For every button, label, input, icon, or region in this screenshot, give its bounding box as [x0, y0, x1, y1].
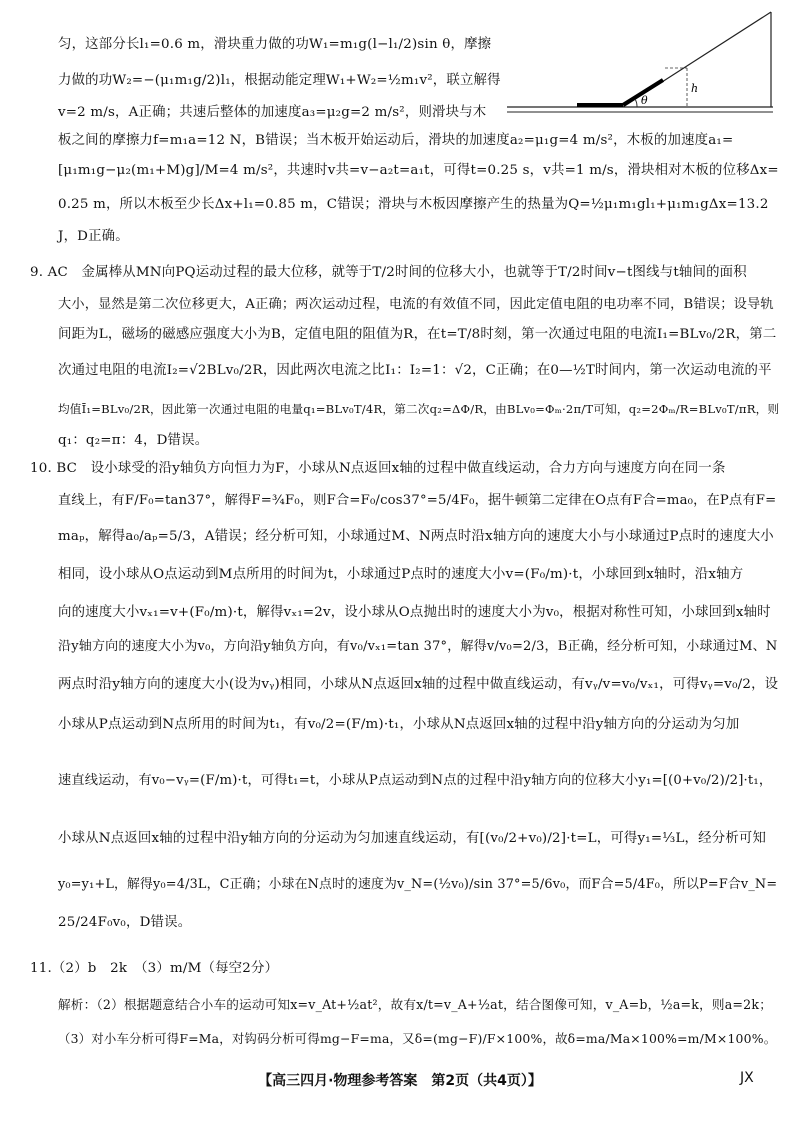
answer-9: 9. AC 金属棒从MN向PQ运动过程的最大位移，就等于T/2时间的位移大小，也就等于T/2时间v−t图线与t轴间的面积 [30, 265, 747, 280]
height-label: h [691, 82, 699, 95]
text-line: q₁：q₂=π：4，D错误。 [58, 433, 209, 448]
text-line: y₀=y₁+L，解得y₀=4/3L，C正确；小球在N点时的速度为v_N=(½v₀)/sin 37°=5/6v₀，而F合=5/4F₀，所以P=F合v_N= [58, 877, 778, 892]
text-line: 相同，设小球从O点运动到M点所用的时间为t，小球通过P点时的速度大小v=(F₀/m)·t，小球回到x轴时，沿x轴方 [58, 567, 744, 582]
text-line: 向的速度大小vₓ₁=v+(F₀/m)·t，解得vₓ₁=2v，设小球从O点抛出时的速度大小为v₀，根据对称性可知，小球回到x轴时 [58, 605, 771, 620]
text-line: 均值Ī₁=BLv₀/2R，因此第一次通过电阻的电量q₁=BLv₀T/4R，第二次q₂=ΔΦ/R，由BLv₀=Φₘ·2π/T可知，q₂=2Φₘ/R=BLv₀T/πR，则 [58, 402, 780, 416]
text-line: 力做的功W₂=−(μ₁m₁g/2)l₁，根据动能定理W₁+W₂=½m₁v²，联立解得 [58, 73, 501, 88]
text-line: maₚ，解得a₀/aₚ=5/3，A错误；经分析可知，小球通过M、N两点时沿x轴方向的速度大小与小球通过P点时的速度大小 [58, 529, 774, 544]
text-line: 匀，这部分长l₁=0.6 m，滑块重力做的功W₁=m₁g(l−l₁/2)sin θ，摩擦 [58, 37, 492, 52]
text-line: 板之间的摩擦力f=m₁a=12 N，B错误；当木板开始运动后，滑块的加速度a₂=μ₁g=4 m/s²，木板的加速度a₁= [58, 133, 734, 148]
text-line: 沿y轴方向的速度大小为v₀，方向沿y轴负方向，有v₀/vₓ₁=tan 37°，解得v/v₀=2/3，B正确，经分析可知，小球通过M、N [58, 639, 778, 654]
text-line: 直线上，有F/F₀=tan37°，解得F=¾F₀，则F合=F₀/cos37°=5/4F₀，据牛顿第二定律在O点有F合=ma₀，在P点有F= [58, 493, 777, 508]
answer-10: 10. BC 设小球受的沿y轴负方向恒力为F，小球从N点返回x轴的过程中做直线运动，合力方向与速度方向在同一条 [30, 461, 726, 476]
text-line: [μ₁m₁g−μ₂(m₁+M)g]/M=4 m/s²，共速时v共=v−a₂t=a₁t，可得t=0.25 s，v共=1 m/s，滑块相对木板的位移Δx= [58, 163, 779, 178]
angle-label: θ [641, 94, 648, 107]
text-line: 解析：（2）根据题意结合小车的运动可知x=v_At+½at²，故有x/t=v_A+½at，结合图像可知，v_A=b，½a=k，则a=2k； [58, 997, 772, 1012]
footer-code: JX [740, 1070, 754, 1086]
text-line: 25/24F₀v₀，D错误。 [58, 915, 192, 930]
text-line: 小球从P点运动到N点所用的时间为t₁，有v₀/2=(F/m)·t₁，小球从N点返回x轴的过程中沿y轴方向的分运动为匀加 [58, 717, 740, 732]
text-line: 0.25 m，所以木板至少长Δx+l₁=0.85 m，C错误；滑块与木板因摩擦产生的热量为Q=½μ₁m₁gl₁+μ₁m₁gΔx=13.2 [58, 197, 769, 212]
text-line: v=2 m/s，A正确；共速后整体的加速度a₃=μ₂g=2 m/s²，则滑块与木 [58, 105, 487, 120]
page-footer: 【高三四月·物理参考答案 第2页（共4页）】 [258, 1073, 542, 1089]
text-line: 两点时沿y轴方向的速度大小(设为vᵧ)相同，小球从N点返回x轴的过程中做直线运动，有vᵧ/v=v₀/vₓ₁，可得vᵧ=v₀/2，设 [58, 677, 779, 692]
text-line: 大小，显然是第二次位移更大，A正确；两次运动过程，电流的有效值不同，因此定值电阻的电功率不同，B错误；设导轨 [58, 297, 774, 312]
answer-11: 11.（2）b 2k （3）m/M（每空2分） [30, 961, 279, 976]
text-line: 间距为L，磁场的磁感应强度大小为B，定值电阻的阻值为R，在t=T/8时刻，第一次通过电阻的电流I₁=BLv₀/2R，第二 [58, 327, 777, 342]
angle-arc [635, 99, 637, 107]
text-line: （3）对小车分析可得F=Ma，对钩码分析可得mg−F=ma，又δ=(mg−F)/F×100%，故δ=ma/Ma×100%=m/M×100%。 [58, 1031, 777, 1046]
text-line: J，D正确。 [58, 229, 129, 244]
incline-figure [505, 8, 775, 118]
text-line: 小球从N点返回x轴的过程中沿y轴方向的分运动为匀加速直线运动，有[(v₀/2+v₀)/2]·t=L，可得y₁=⅓L，经分析可知 [58, 831, 767, 846]
text-line: 速直线运动，有v₀−vᵧ=(F/m)·t，可得t₁=t，小球从P点运动到N点的过程中沿y轴方向的位移大小y₁=[(0+v₀/2)/2]·t₁， [58, 773, 773, 788]
text-line: 次通过电阻的电流I₂=√2BLv₀/2R，因此两次电流之比I₁：I₂=1：√2，C正确；在0—½T时间内，第一次运动电流的平 [58, 363, 772, 378]
